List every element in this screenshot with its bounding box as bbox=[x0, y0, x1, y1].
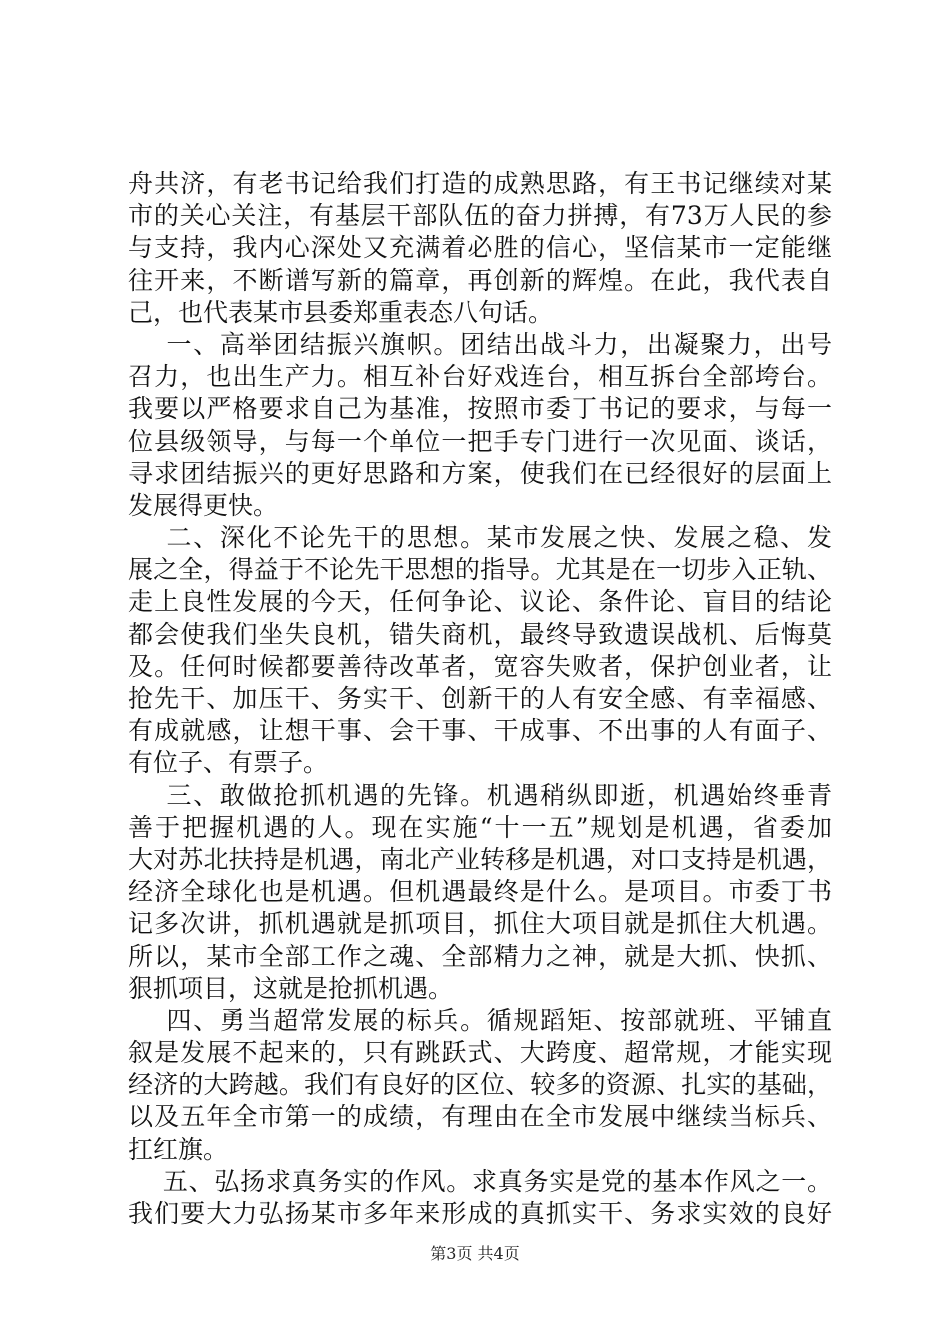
document-body bbox=[128, 168, 832, 1230]
text-line: 都会使我们坐失良机，错失商机，最终导致遗误战机、后悔莫 bbox=[128, 619, 832, 649]
page-footer: 第3页 共4页 bbox=[430, 1244, 520, 1263]
text-line: 狠抓项目，这就是抢抓机遇。 bbox=[128, 973, 454, 1003]
text-line: 己，也代表某市县委郑重表态八句话。 bbox=[128, 297, 554, 327]
text-line: 发展得更快。 bbox=[128, 490, 279, 520]
text-line: 我要以严格要求自己为基准，按照市委丁书记的要求，与每一 bbox=[128, 394, 832, 424]
text-line: 与支持，我内心深处又充满着必胜的信心，坚信某市一定能继 bbox=[128, 233, 832, 263]
text-line: 大对苏北扶持是机遇，南北产业转移是机遇，对口支持是机遇， bbox=[128, 844, 832, 874]
text-line: 扛红旗。 bbox=[128, 1134, 229, 1164]
text-line: 有位子、有票子。 bbox=[128, 748, 329, 778]
text-line: 五、弘扬求真务实的作风。求真务实是党的基本作风之一。 bbox=[128, 1166, 832, 1196]
text-line: 二、深化不论先干的思想。某市发展之快、发展之稳、发 bbox=[128, 523, 832, 553]
text-line: 及。任何时候都要善待改革者，宽容失败者，保护创业者，让 bbox=[128, 651, 832, 681]
text-line: 召力，也出生产力。相互补台好戏连台，相互拆台全部垮台。 bbox=[128, 362, 832, 392]
text-line: 市的关心关注，有基层干部队伍的奋力拼搏，有73万人民的参 bbox=[128, 201, 832, 231]
text-line: 一、高举团结振兴旗帜。团结出战斗力，出凝聚力，出号 bbox=[128, 329, 832, 359]
text-line: 位县级领导，与每一个单位一把手专门进行一次见面、谈话， bbox=[128, 426, 832, 456]
text-line: 叙是发展不起来的，只有跳跃式、大跨度、超常规，才能实现 bbox=[128, 1038, 832, 1068]
text-line: 走上良性发展的今天，任何争论、议论、条件论、盲目的结论 bbox=[128, 587, 832, 617]
text-line: 抢先干、加压干、务实干、创新干的人有安全感、有幸福感、 bbox=[128, 684, 832, 713]
text-line: 记多次讲，抓机遇就是抓项目，抓住大项目就是抓住大机遇。 bbox=[128, 909, 832, 939]
text-line: 三、敢做抢抓机遇的先锋。机遇稍纵即逝，机遇始终垂青 bbox=[128, 780, 832, 810]
text-line: 有成就感，让想干事、会干事、干成事、不出事的人有面子、 bbox=[128, 716, 832, 746]
text-line: 善于把握机遇的人。现在实施“十一五”规划是机遇，省委加 bbox=[128, 812, 832, 842]
text-line: 经济全球化也是机遇。但机遇最终是什么。是项目。市委丁书 bbox=[128, 877, 832, 907]
text-line: 舟共济，有老书记给我们打造的成熟思路，有王书记继续对某 bbox=[128, 169, 832, 198]
text-line: 寻求团结振兴的更好思路和方案，使我们在已经很好的层面上 bbox=[128, 458, 832, 488]
text-line: 四、勇当超常发展的标兵。循规蹈矩、按部就班、平铺直 bbox=[128, 1005, 832, 1035]
text-line: 经济的大跨越。我们有良好的区位、较多的资源、扎实的基础， bbox=[128, 1070, 832, 1100]
text-line: 所以，某市全部工作之魂、全部精力之神，就是大抓、快抓、 bbox=[128, 941, 832, 971]
text-line: 展之全，得益于不论先干思想的指导。尤其是在一切步入正轨、 bbox=[128, 555, 832, 585]
text-line: 以及五年全市第一的成绩，有理由在全市发展中继续当标兵、 bbox=[128, 1102, 832, 1132]
text-line: 往开来，不断谱写新的篇章，再创新的辉煌。在此，我代表自 bbox=[128, 265, 832, 295]
text-line: 我们要大力弘扬某市多年来形成的真抓实干、务求实效的良好 bbox=[128, 1199, 832, 1228]
